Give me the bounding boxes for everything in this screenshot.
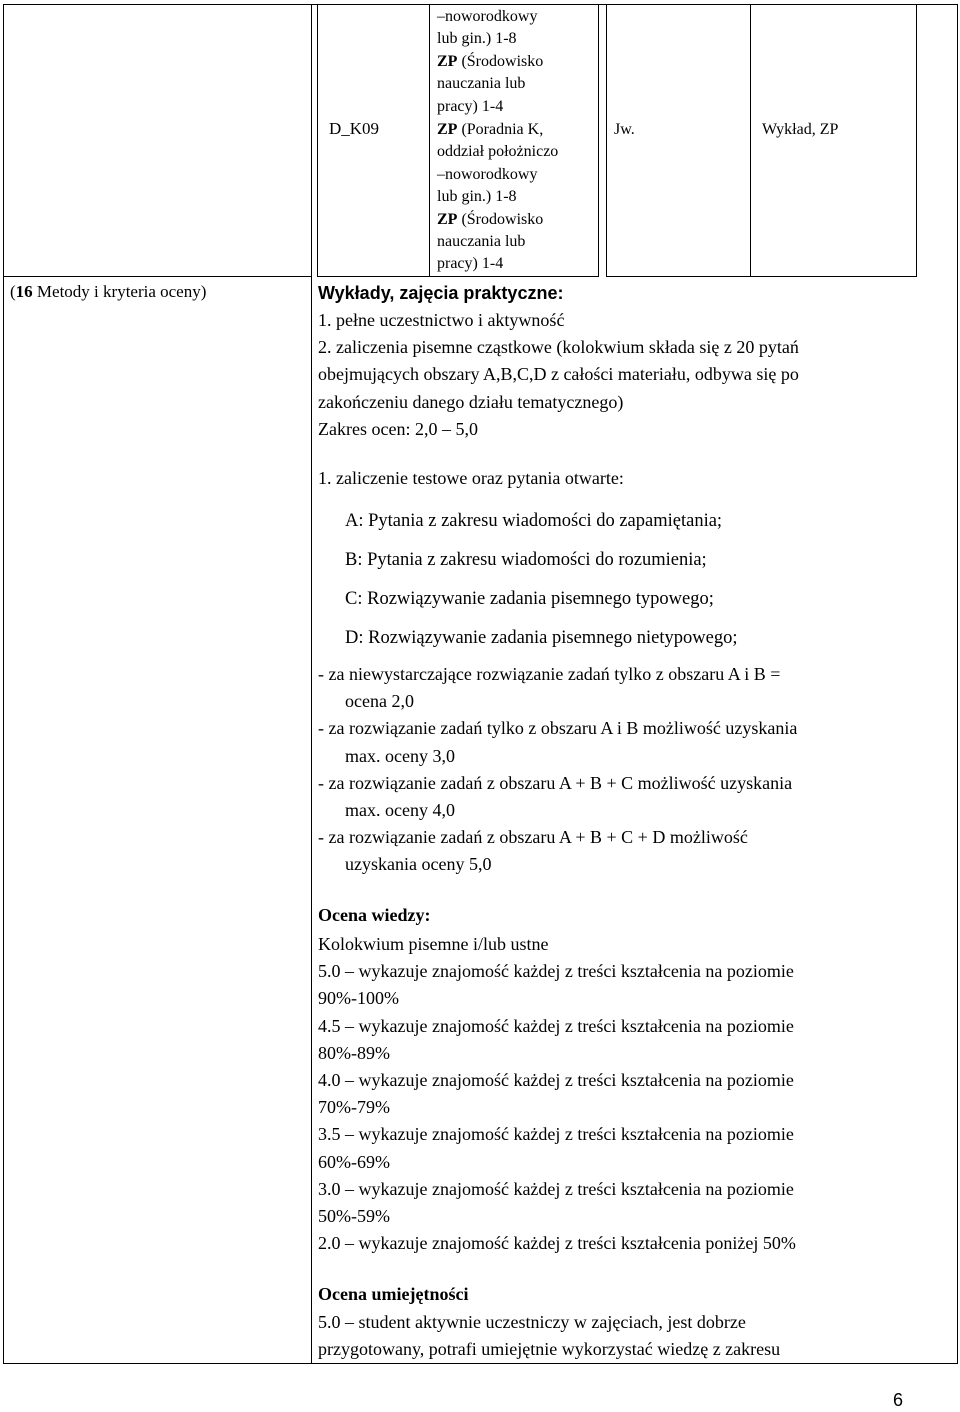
outcome-line: –noworodkowy (437, 165, 538, 183)
knowledge-line: 50%-59% (318, 1206, 390, 1227)
section-heading: Wykłady, zajęcia praktyczne: (318, 283, 564, 303)
outcome-line: nauczania lub (437, 75, 526, 93)
knowledge-line: 70%-79% (318, 1097, 390, 1118)
grading-rule: - za rozwiązanie zadań tylko z obszaru A i B możliwość uzyskania max. oceny 3,0 (318, 718, 798, 766)
outcome-code: D_K09 (329, 119, 380, 138)
knowledge-line: 4.5 – wykazuje znajomość każdej z treści kształcenia na poziomie (318, 1015, 794, 1036)
outcome-form: Wykład, ZP (762, 121, 839, 138)
knowledge-sub: Kolokwium pisemne i/lub ustne (318, 934, 549, 954)
grading-rule: - za niewystarczające rozwiązanie zadań tylko z obszaru A i B = ocena 2,0 (318, 664, 781, 712)
requirements-list (318, 307, 799, 443)
outcome-line: pracy) 1-4 (437, 97, 504, 115)
skills-line: 5.0 – student aktywnie uczestniczy w zajęciach, jest dobrze (318, 1312, 746, 1332)
outcome-line: nauczania lub (437, 233, 526, 251)
requirement-line: zakończeniu danego działu tematycznego) (318, 391, 624, 412)
area-item: B: Pytania z zakresu wiadomości do rozumienia; (345, 550, 707, 570)
area-list (345, 502, 737, 658)
knowledge-line: 60%-69% (318, 1151, 390, 1172)
section-number: 16 (15, 282, 33, 301)
requirement-line: Zakres ocen: 2,0 – 5,0 (318, 418, 478, 439)
outcome-line: pracy) 1-4 (437, 255, 504, 273)
column-divider (311, 4, 312, 1364)
grading-rules (318, 661, 797, 879)
knowledge-line: 3.0 – wykazuje znajomość każdej z treści kształcenia na poziomie (318, 1178, 794, 1199)
section-separator (3, 276, 311, 277)
outcome-line: –noworodkowy (437, 8, 538, 25)
outcome-continued-cell (437, 6, 543, 118)
knowledge-line: 5.0 – wykazuje znajomość każdej z treści kształcenia na poziomie (318, 961, 794, 982)
knowledge-line: 3.5 – wykazuje znajomość każdej z treści kształcenia na poziomie (318, 1124, 794, 1145)
area-item: C: Rozwiązywanie zadania pisemnego typowego; (345, 589, 714, 609)
test-heading: 1. zaliczenie testowe oraz pytania otwarte: (318, 468, 624, 488)
skills-heading: Ocena umiejętności (318, 1284, 469, 1304)
knowledge-list (318, 931, 796, 1257)
outcome-line: lub gin.) 1-8 (437, 188, 517, 206)
outcome-line: ZP (Środowisko (437, 52, 544, 70)
page-number: 6 (893, 1390, 904, 1410)
outcome-line: ZP (Środowisko (437, 210, 544, 228)
area-item: A: Pytania z zakresu wiadomości do zapamiętania; (345, 511, 723, 531)
knowledge-heading: Ocena wiedzy: (318, 905, 431, 925)
knowledge-line: 2.0 – wykazuje znajomość każdej z treści kształcenia poniżej 50% (318, 1233, 796, 1254)
requirement-line: 2. zaliczenia pisemne cząstkowe (kolokwium składa się z 20 pytań (318, 337, 799, 358)
outcome-line: oddział położniczo (437, 143, 559, 161)
skills-list (318, 1309, 780, 1363)
outcome-line: ZP (Poradnia K, (437, 121, 544, 138)
outcome-row-cell (437, 119, 558, 276)
outcome-line: lub gin.) 1-8 (437, 30, 517, 48)
knowledge-line: 90%-100% (318, 988, 399, 1009)
grading-rule: - za rozwiązanie zadań z obszaru A + B + C możliwość uzyskania max. oceny 4,0 (318, 772, 793, 821)
section-label: (16 Metody i kryteria oceny) (10, 282, 207, 301)
skills-line: przygotowany, potrafi umiejętnie wykorzystać wiedzę z zakresu (318, 1339, 781, 1360)
knowledge-line: 80%-89% (318, 1042, 390, 1063)
grading-rule: - za rozwiązanie zadań z obszaru A + B + C + D możliwość uzyskania oceny 5,0 (318, 827, 748, 875)
area-item: D: Rozwiązywanie zadania pisemnego nietypowego; (345, 628, 738, 648)
requirement-line: obejmujących obszary A,B,C,D z całości materiału, odbywa się po (318, 364, 799, 385)
knowledge-line: 4.0 – wykazuje znajomość każdej z treści kształcenia na poziomie (318, 1070, 794, 1091)
outcome-method: Jw. (614, 121, 635, 138)
requirement-line: 1. pełne uczestnictwo i aktywność (318, 310, 565, 330)
